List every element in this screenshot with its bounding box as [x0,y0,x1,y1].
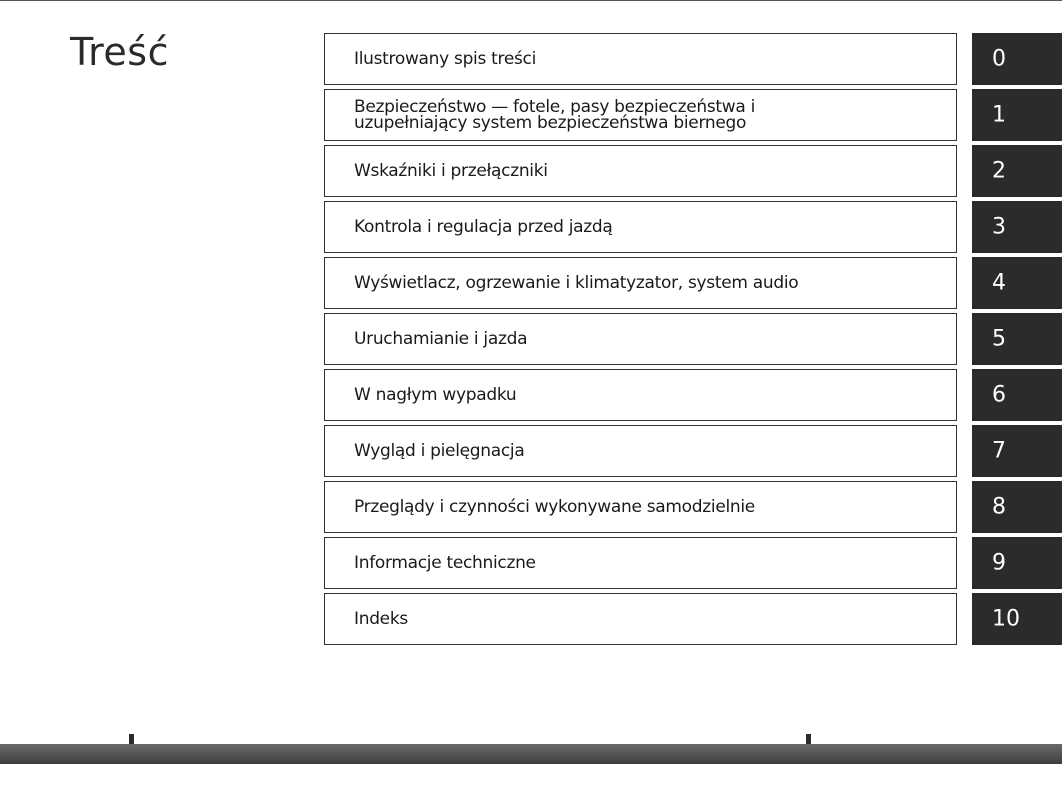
toc-item-box[interactable] [324,481,957,533]
toc-item-3[interactable] [324,201,1062,253]
toc-item-6[interactable] [324,369,1062,421]
toc-item-label: Wskaźniki i przełączniki [354,161,548,181]
chapter-tab[interactable] [972,257,1062,309]
chapter-number: 2 [992,158,1006,184]
toc-item-box[interactable] [324,537,957,589]
toc-item-box[interactable] [324,369,957,421]
chapter-number: 0 [992,46,1006,72]
chapter-tab[interactable] [972,481,1062,533]
toc-item-label: Ilustrowany spis treści [354,49,537,69]
chapter-tab[interactable] [972,145,1062,197]
toc-item-box[interactable] [324,425,957,477]
footer-band [0,744,1062,764]
chapter-number: 4 [992,270,1006,296]
chapter-number: 3 [992,214,1006,240]
chapter-number: 9 [992,550,1006,576]
toc-item-box[interactable] [324,257,957,309]
toc-item-10[interactable] [324,593,1062,645]
toc-item-2[interactable] [324,145,1062,197]
toc-item-box[interactable] [324,593,957,645]
chapter-number: 7 [992,438,1006,464]
chapter-tab[interactable] [972,593,1062,645]
toc-item-label: W nagłym wypadku [354,385,517,405]
toc-item-label: Kontrola i regulacja przed jazdą [354,217,613,237]
chapter-tab[interactable] [972,89,1062,141]
toc-item-box[interactable] [324,313,957,365]
top-rule [0,0,1062,1]
chapter-tab[interactable] [972,313,1062,365]
chapter-tab[interactable] [972,201,1062,253]
toc-item-label: Informacje techniczne [354,553,536,573]
chapter-tab[interactable] [972,33,1062,85]
toc-item-label: Przeglądy i czynności wykonywane samodzielnie [354,497,755,517]
page-title: Treść [70,30,169,74]
toc-item-4[interactable] [324,257,1062,309]
chapter-number: 1 [992,102,1006,128]
chapter-number: 6 [992,382,1006,408]
toc-item-1[interactable] [324,89,1062,141]
chapter-tab[interactable] [972,537,1062,589]
chapter-tab[interactable] [972,425,1062,477]
toc-item-0[interactable] [324,33,1062,85]
toc-item-box[interactable] [324,145,957,197]
toc-item-7[interactable] [324,425,1062,477]
toc-item-box[interactable] [324,89,957,141]
toc-item-5[interactable] [324,313,1062,365]
toc-item-label: Bezpieczeństwo — fotele, pasy bezpieczeństwa i uzupełniający system bezpieczeństwa biernego [354,97,756,133]
toc-item-8[interactable] [324,481,1062,533]
chapter-number: 8 [992,494,1006,520]
toc-item-label: Uruchamianie i jazda [354,329,528,349]
chapter-number: 10 [992,606,1020,632]
toc-item-box[interactable] [324,201,957,253]
toc-item-label: Wygląd i pielęgnacja [354,441,525,461]
chapter-number: 5 [992,326,1006,352]
toc-item-box[interactable] [324,33,957,85]
toc-item-label: Indeks [354,609,408,629]
toc-item-9[interactable] [324,537,1062,589]
chapter-tab[interactable] [972,369,1062,421]
toc-item-label: Wyświetlacz, ogrzewanie i klimatyzator, system audio [354,273,799,293]
